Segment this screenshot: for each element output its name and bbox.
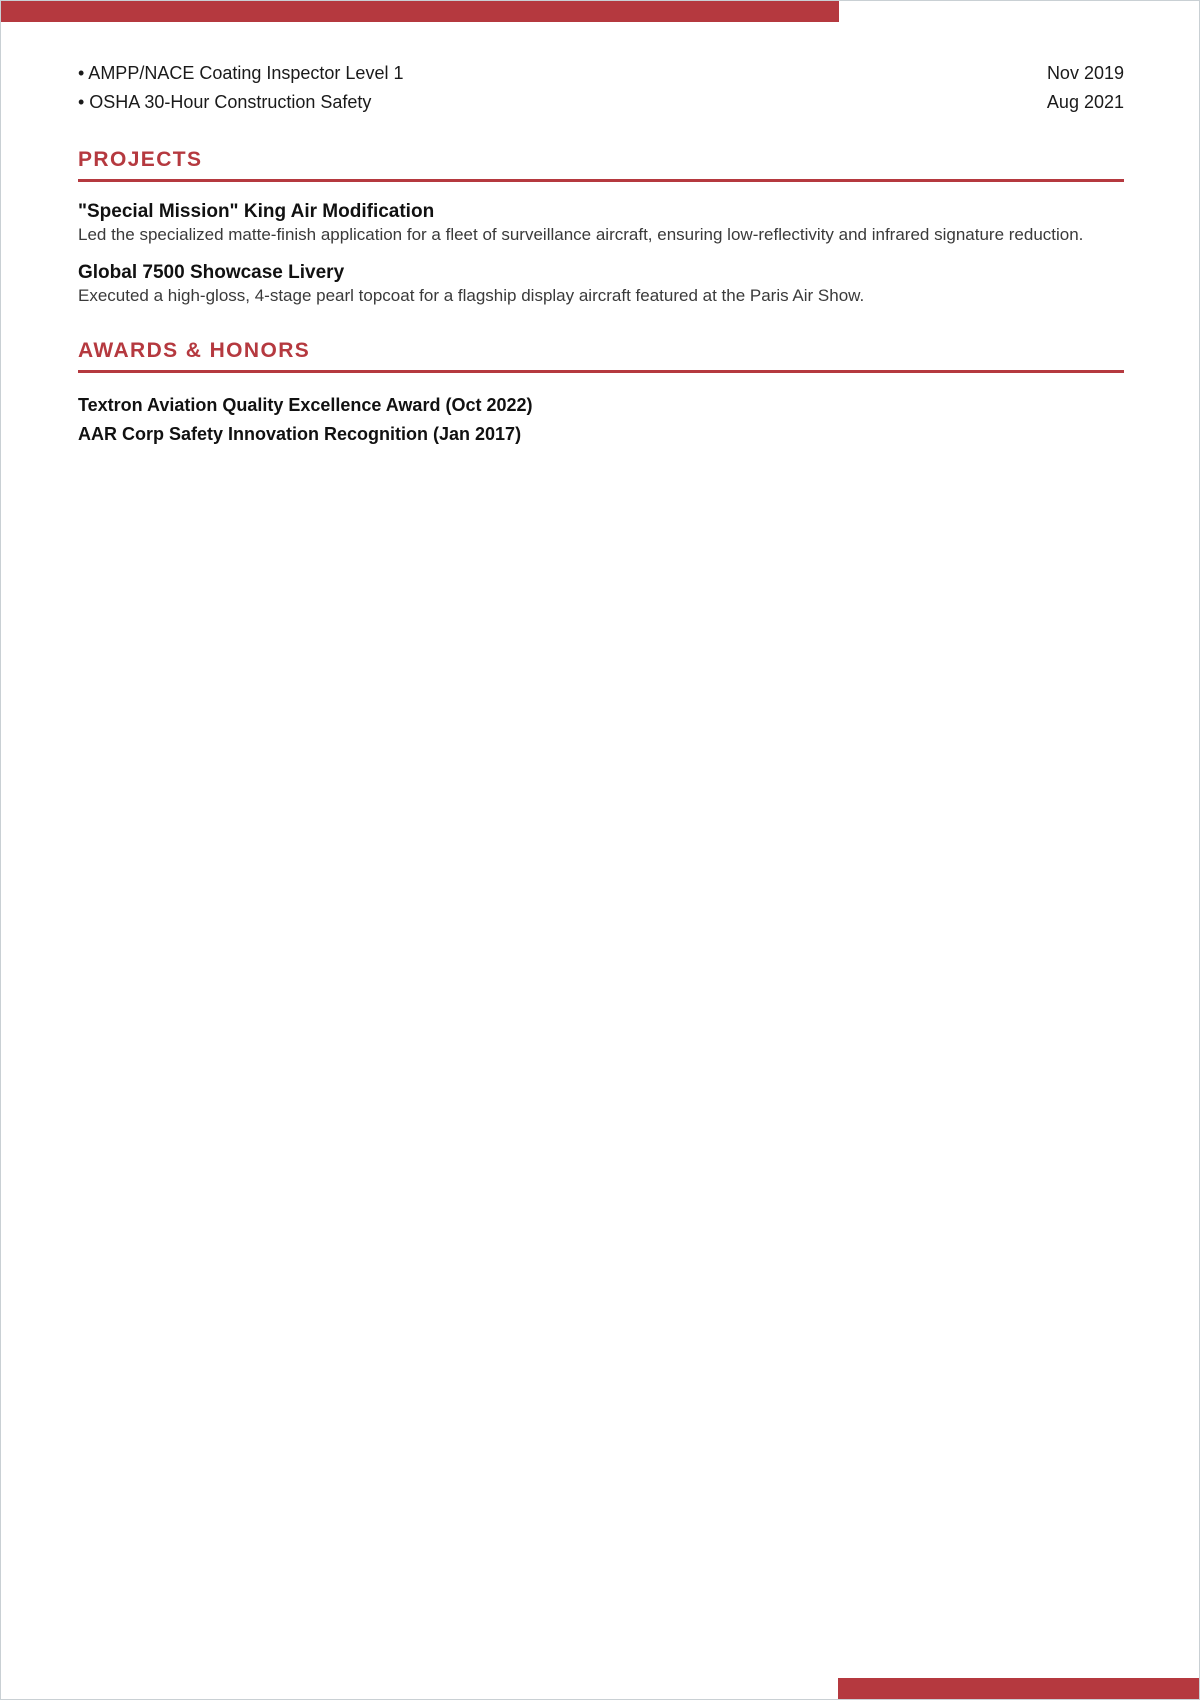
awards-heading: AWARDS & HONORS: [78, 338, 1124, 373]
certification-name: • AMPP/NACE Coating Inspector Level 1: [78, 63, 404, 83]
project-description: Led the specialized matte-finish application for a fleet of surveillance aircraft, ensuring low-reflectivity and infrared signature reduction.: [78, 225, 1084, 244]
award-item: Textron Aviation Quality Excellence Award (Oct 2022): [78, 395, 533, 415]
top-accent-bar: [1, 1, 839, 22]
certification-item: [78, 59, 1124, 88]
project-description: Executed a high-gloss, 4-stage pearl topcoat for a flagship display aircraft featured at the Paris Air Show.: [78, 286, 865, 305]
projects-heading: PROJECTS: [78, 147, 1124, 182]
award-item: AAR Corp Safety Innovation Recognition (Jan 2017): [78, 424, 522, 444]
resume-content: [78, 59, 1124, 449]
project-title: Global 7500 Showcase Livery: [78, 262, 345, 283]
certification-name: • OSHA 30-Hour Construction Safety: [78, 92, 372, 112]
project-title: "Special Mission" King Air Modification: [78, 201, 435, 222]
project-item: [78, 261, 1124, 308]
project-item: [78, 200, 1124, 247]
certifications-list: [78, 59, 1124, 117]
awards-list: [78, 391, 1124, 449]
bottom-accent-bar: [838, 1678, 1199, 1699]
certification-date: Nov 2019: [1046, 63, 1124, 83]
certification-date: Aug 2021: [1046, 92, 1124, 112]
certification-item: [78, 88, 1124, 117]
